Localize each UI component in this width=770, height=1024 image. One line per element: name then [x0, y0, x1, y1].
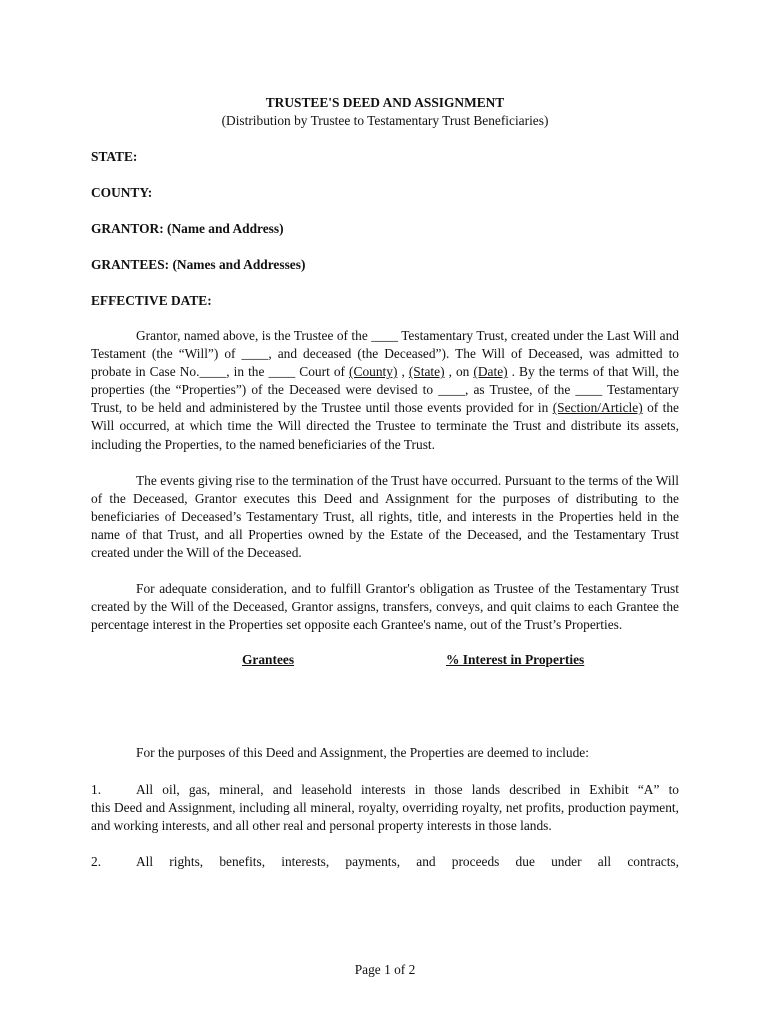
document-body	[91, 94, 679, 871]
blank-county: (County)	[349, 364, 398, 380]
column-header-interest: % Interest in Properties	[446, 652, 585, 668]
list-item-continuation: this Deed and Assignment, including all mineral, royalty, overriding royalty, net profits, production payment, and working interests, and all other real and personal property interests in those lands.	[91, 799, 679, 833]
blank-state: (State)	[408, 364, 445, 380]
column-header-grantees: Grantees	[242, 652, 295, 668]
list-item	[91, 853, 679, 871]
page-number: Page 1 of 2	[354, 962, 416, 977]
list-item-number: 1.	[91, 781, 102, 797]
paragraph-properties-intro: For the purposes of this Deed and Assignment, the Properties are deemed to include:	[136, 745, 589, 761]
list-item-number: 2.	[91, 853, 102, 869]
document-subtitle: (Distribution by Trustee to Testamentary Trust Beneficiaries)	[221, 113, 549, 128]
document-title: TRUSTEE'S DEED AND ASSIGNMENT	[265, 95, 505, 110]
field-grantor: GRANTOR: (Name and Address)	[91, 221, 284, 236]
field-county: COUNTY:	[91, 185, 153, 200]
paragraph-conveyance: For adequate consideration, and to fulfill Grantor's obligation as Trustee of the Testamentary Trust created by the Will of the Deceased, Grantor assigns, transfers, conveys, and quit claims to each Grantee the percentage interest in the Properties set opposite each Grantee's name, out of the Trust’s Properties.	[91, 581, 679, 633]
blank-section-article: (Section/Article)	[552, 400, 643, 416]
grantees-table-header	[91, 652, 679, 670]
field-effective-date: EFFECTIVE DATE:	[91, 293, 212, 308]
list-item-text: All oil, gas, mineral, and leasehold interests in those lands described in Exhibit “A” to	[136, 781, 679, 797]
list-item-text: All rights, benefits, interests, payments, and proceeds due under all contracts,	[136, 853, 679, 869]
paragraph-termination: The events giving rise to the termination of the Trust have occurred. Pursuant to the terms of the Will of the Deceased, Grantor executes this Deed and Assignment for the purposes of distributing to the beneficiaries of Deceased’s Testamentary Trust, all rights, title, and interests in the Properties held in the name of that Trust, and all Properties owned by the Estate of the Deceased, and the Testamentary Trust created under the Will of the Deceased.	[91, 472, 679, 561]
paragraph-recitals: Grantor, named above, is the Trustee of the ____ Testamentary Trust, created under the Last Will and Testament (the “Will”) of ____, and deceased (the Deceased”). The Will of Deceased, was admitted to probate in Case No.____, in the ____ Court of (County) , (State) , on (Date) . By the terms of that Will, the properties (the “Properties”) of the Deceased were devised to ____, as Trustee, of the ____ Testamentary Trust, to be held and administered by the Trustee until those events provided for in (Section/Article) of the Will occurred, at which time the Will directed the Trustee to terminate the Trust and distribute its assets, including the Properties, to the named beneficiaries of the Trust.	[91, 328, 680, 452]
field-state: STATE:	[91, 149, 138, 164]
field-grantees: GRANTEES: (Names and Addresses)	[91, 257, 306, 272]
list-item	[91, 781, 679, 835]
blank-date: (Date)	[473, 364, 508, 380]
